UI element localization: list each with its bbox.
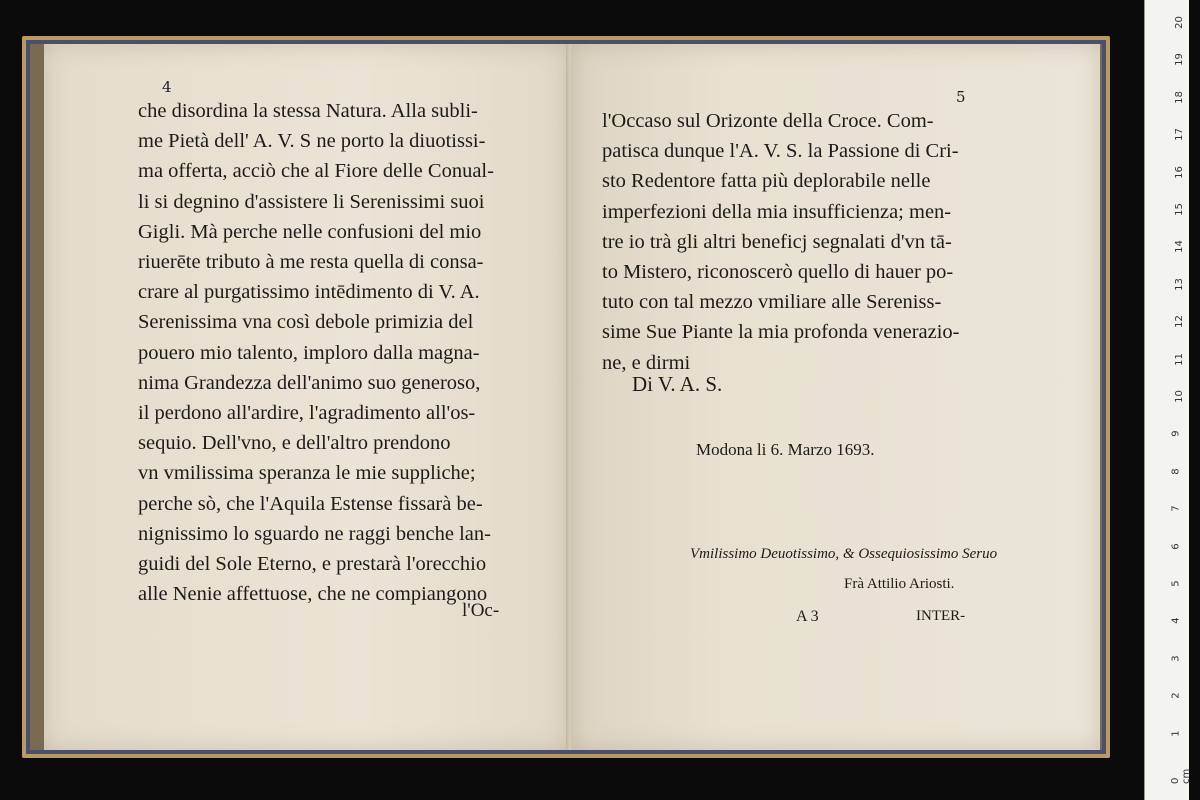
text-line: alle Nenie affettuose, che ne compiangono bbox=[138, 583, 488, 606]
text-line: me Pietà dell' A. V. S ne porto la diuotissi- bbox=[138, 130, 486, 153]
ruler-mark: 2 bbox=[1170, 692, 1182, 699]
text-line: li si degnino d'assistere li Serenissimi suoi bbox=[138, 190, 485, 213]
ruler-mark: 4 bbox=[1170, 617, 1182, 625]
ruler-mark: 17 bbox=[1173, 128, 1185, 142]
ruler-mark: 12 bbox=[1173, 315, 1185, 329]
text-line: pouero mio talento, imploro dalla magna- bbox=[138, 341, 480, 364]
page-number-left: 4 bbox=[162, 78, 172, 96]
ruler-mark: 5 bbox=[1170, 580, 1182, 587]
text-line: nignissimo lo sguardo ne raggi benche lan- bbox=[138, 522, 491, 545]
ruler-mark: 1 bbox=[1170, 729, 1182, 737]
ruler-mark: 9 bbox=[1170, 430, 1182, 438]
text-line: ne, e dirmi bbox=[602, 351, 691, 374]
text-line: crare al purgatissimo intēdimento di V. A. bbox=[138, 281, 480, 304]
text-line: to Mistero, riconoscerò quello di hauer po- bbox=[602, 261, 954, 284]
ruler-mark: 13 bbox=[1173, 277, 1185, 291]
ruler-mark: 6 bbox=[1170, 542, 1182, 550]
ruler-mark: 11 bbox=[1173, 352, 1185, 366]
letter-date: Modona li 6. Marzo 1693. bbox=[696, 440, 875, 459]
ruler-mark: 7 bbox=[1170, 505, 1182, 512]
left-page bbox=[44, 44, 568, 750]
ruler-mark: 19 bbox=[1173, 53, 1185, 67]
page-number-right: 5 bbox=[956, 88, 966, 106]
text-line: vn vmilissima speranza le mie suppliche; bbox=[138, 462, 476, 485]
text-line: guidi del Sole Eterno, e prestarà l'orecchio bbox=[138, 553, 487, 576]
text-line: Serenissima vna così debole primizia del bbox=[138, 311, 474, 334]
text-line: Gigli. Mà perche nelle confusioni del mio bbox=[138, 220, 482, 243]
text-line: imperfezioni della mia insufficienza; men- bbox=[602, 200, 952, 223]
measurement-ruler bbox=[1144, 0, 1192, 800]
ruler-mark: 0 cm bbox=[1170, 768, 1192, 784]
right-page-text bbox=[602, 106, 960, 378]
text-line: sto Redentore fatta più deplorabile nelle bbox=[602, 170, 931, 193]
ruler-mark: 15 bbox=[1173, 203, 1185, 216]
ruler-mark: 14 bbox=[1173, 240, 1185, 254]
catchword-left: l'Oc- bbox=[462, 600, 500, 621]
text-line: tuto con tal mezzo vmiliare alle Sereniss- bbox=[602, 291, 942, 314]
text-line: ma offerta, acciò che al Fiore delle Conual- bbox=[138, 160, 494, 183]
ruler-mark: 16 bbox=[1173, 165, 1185, 179]
text-line: tre io trà gli altri beneficj segnalati d'vn tā- bbox=[602, 230, 952, 253]
text-line: riuerēte tributo à me resta quella di consa- bbox=[138, 251, 484, 274]
right-page bbox=[572, 44, 1100, 750]
catchword-right: INTER- bbox=[916, 608, 966, 624]
author-name: Frà Attilio Ariosti. bbox=[844, 576, 955, 592]
ruler-mark: 18 bbox=[1173, 90, 1185, 104]
text-line: nima Grandezza dell'animo suo generoso, bbox=[138, 371, 481, 394]
ruler-mark: 20 bbox=[1173, 16, 1185, 29]
text-line: che disordina la stessa Natura. Alla subli- bbox=[138, 100, 478, 122]
closing-formula: Vmilissimo Deuotissimo, & Ossequiosissimo Seruo bbox=[690, 546, 998, 562]
signature-mark: A 3 bbox=[796, 608, 819, 625]
text-line: patisca dunque l'A. V. S. la Passione di Cri- bbox=[602, 140, 959, 163]
left-page-text bbox=[138, 96, 494, 609]
text-line: perche sò, che l'Aquila Estense fissarà be- bbox=[138, 492, 483, 515]
text-line: sequio. Dell'vno, e dell'altro prendono bbox=[138, 432, 451, 455]
ruler-mark: 3 bbox=[1170, 655, 1182, 662]
text-line: sime Sue Piante la mia profonda venerazio- bbox=[602, 321, 960, 344]
text-line: il perdono all'ardire, l'agradimento all'os- bbox=[138, 402, 476, 425]
text-line: l'Occaso sul Orizonte della Croce. Com- bbox=[602, 110, 934, 132]
ruler-mark: 8 bbox=[1170, 468, 1182, 475]
salutation: Di V. A. S. bbox=[632, 372, 723, 396]
ruler-mark: 10 bbox=[1173, 390, 1185, 403]
